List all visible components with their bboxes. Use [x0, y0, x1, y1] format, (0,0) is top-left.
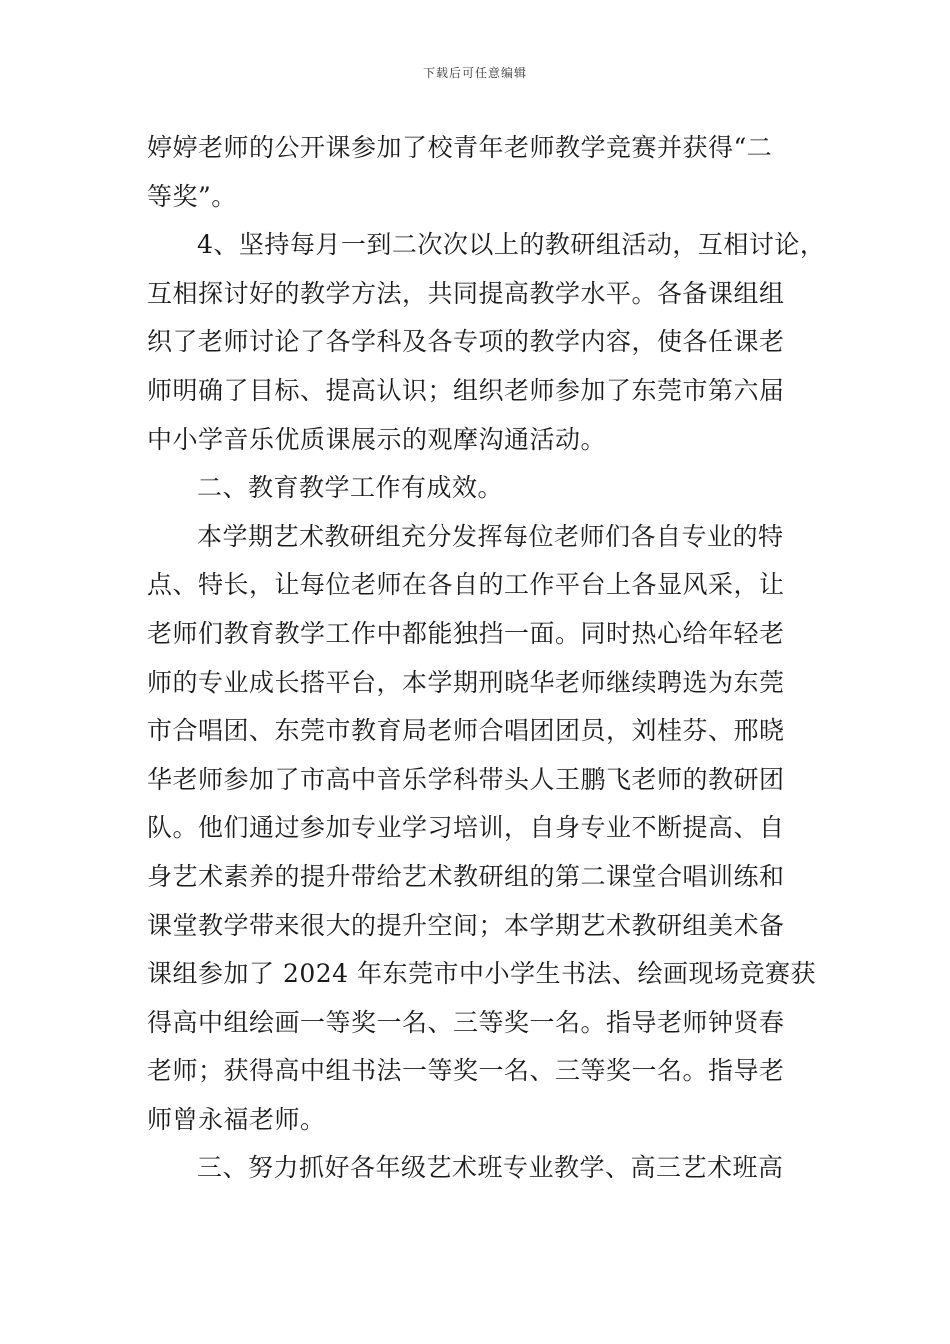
text-line: 师的专业成长搭平台，本学期刑晓华老师继续聘选为东莞: [147, 667, 785, 697]
text-line: 互相探讨好的教学方法，共同提高教学水平。各备课组组: [147, 278, 785, 308]
page-header: 下载后可任意编辑: [422, 66, 527, 80]
text-line: 师曾永福老师。: [147, 1104, 326, 1134]
text-line: 得高中组绘画一等奖一名、三等奖一名。指导老师钟贤春: [147, 1007, 785, 1037]
paragraph: [147, 221, 837, 464]
text-line: 4、坚持每月一到二次次以上的教研组活动，互相讨论，: [197, 230, 826, 260]
text-line: 婷婷老师的公开课参加了校青年老师教学竞赛并获得“二: [147, 133, 773, 162]
text-line: 三、努力抓好各年级艺术班专业教学、高三艺术班高: [197, 1153, 784, 1183]
text-line: 课堂教学带来很大的提升空间；本学期艺术教研组美术备: [147, 910, 785, 940]
text-line: 师明确了目标、提高认识；组织老师参加了东莞市第六届: [147, 375, 785, 405]
section-heading: [147, 1144, 837, 1193]
section-heading: [147, 464, 837, 513]
text-line: 中小学音乐优质课展示的观摩沟通活动。: [147, 424, 607, 454]
text-line: 身艺术素养的提升带给艺术教研组的第二课堂合唱训练和: [147, 861, 785, 891]
text-line: 点、特长，让每位老师在各自的工作平台上各显风采，让: [147, 570, 785, 600]
paragraph: [147, 513, 837, 1145]
text-line: 本学期艺术教研组充分发挥每位老师们各自专业的特: [197, 521, 784, 551]
text-line: 队。他们通过参加专业学习培训，自身专业不断提高、自: [147, 813, 785, 843]
text-line: 老师们教育教学工作中都能独挡一面。同时热心给年轻老: [147, 618, 785, 648]
document-body: [147, 124, 837, 1193]
text-line: 课组参加了 2024 年东莞市中小学生书法、绘画现场竞赛获: [147, 959, 817, 989]
text-line: 华老师参加了市高中音乐学科带头人王鹏飞老师的教研团: [147, 764, 785, 794]
text-line: 织了老师讨论了各学科及各专项的教学内容，使各任课老: [147, 327, 785, 357]
text-line: 市合唱团、东莞市教育局老师合唱团团员，刘桂芬、邢晓: [147, 716, 785, 746]
text-line: 老师；获得高中组书法一等奖一名、三等奖一名。指导老: [147, 1056, 785, 1086]
text-line: 等奖”。: [147, 181, 237, 211]
text-line: 二、教育教学工作有成效。: [197, 473, 504, 503]
paragraph: [147, 124, 837, 221]
